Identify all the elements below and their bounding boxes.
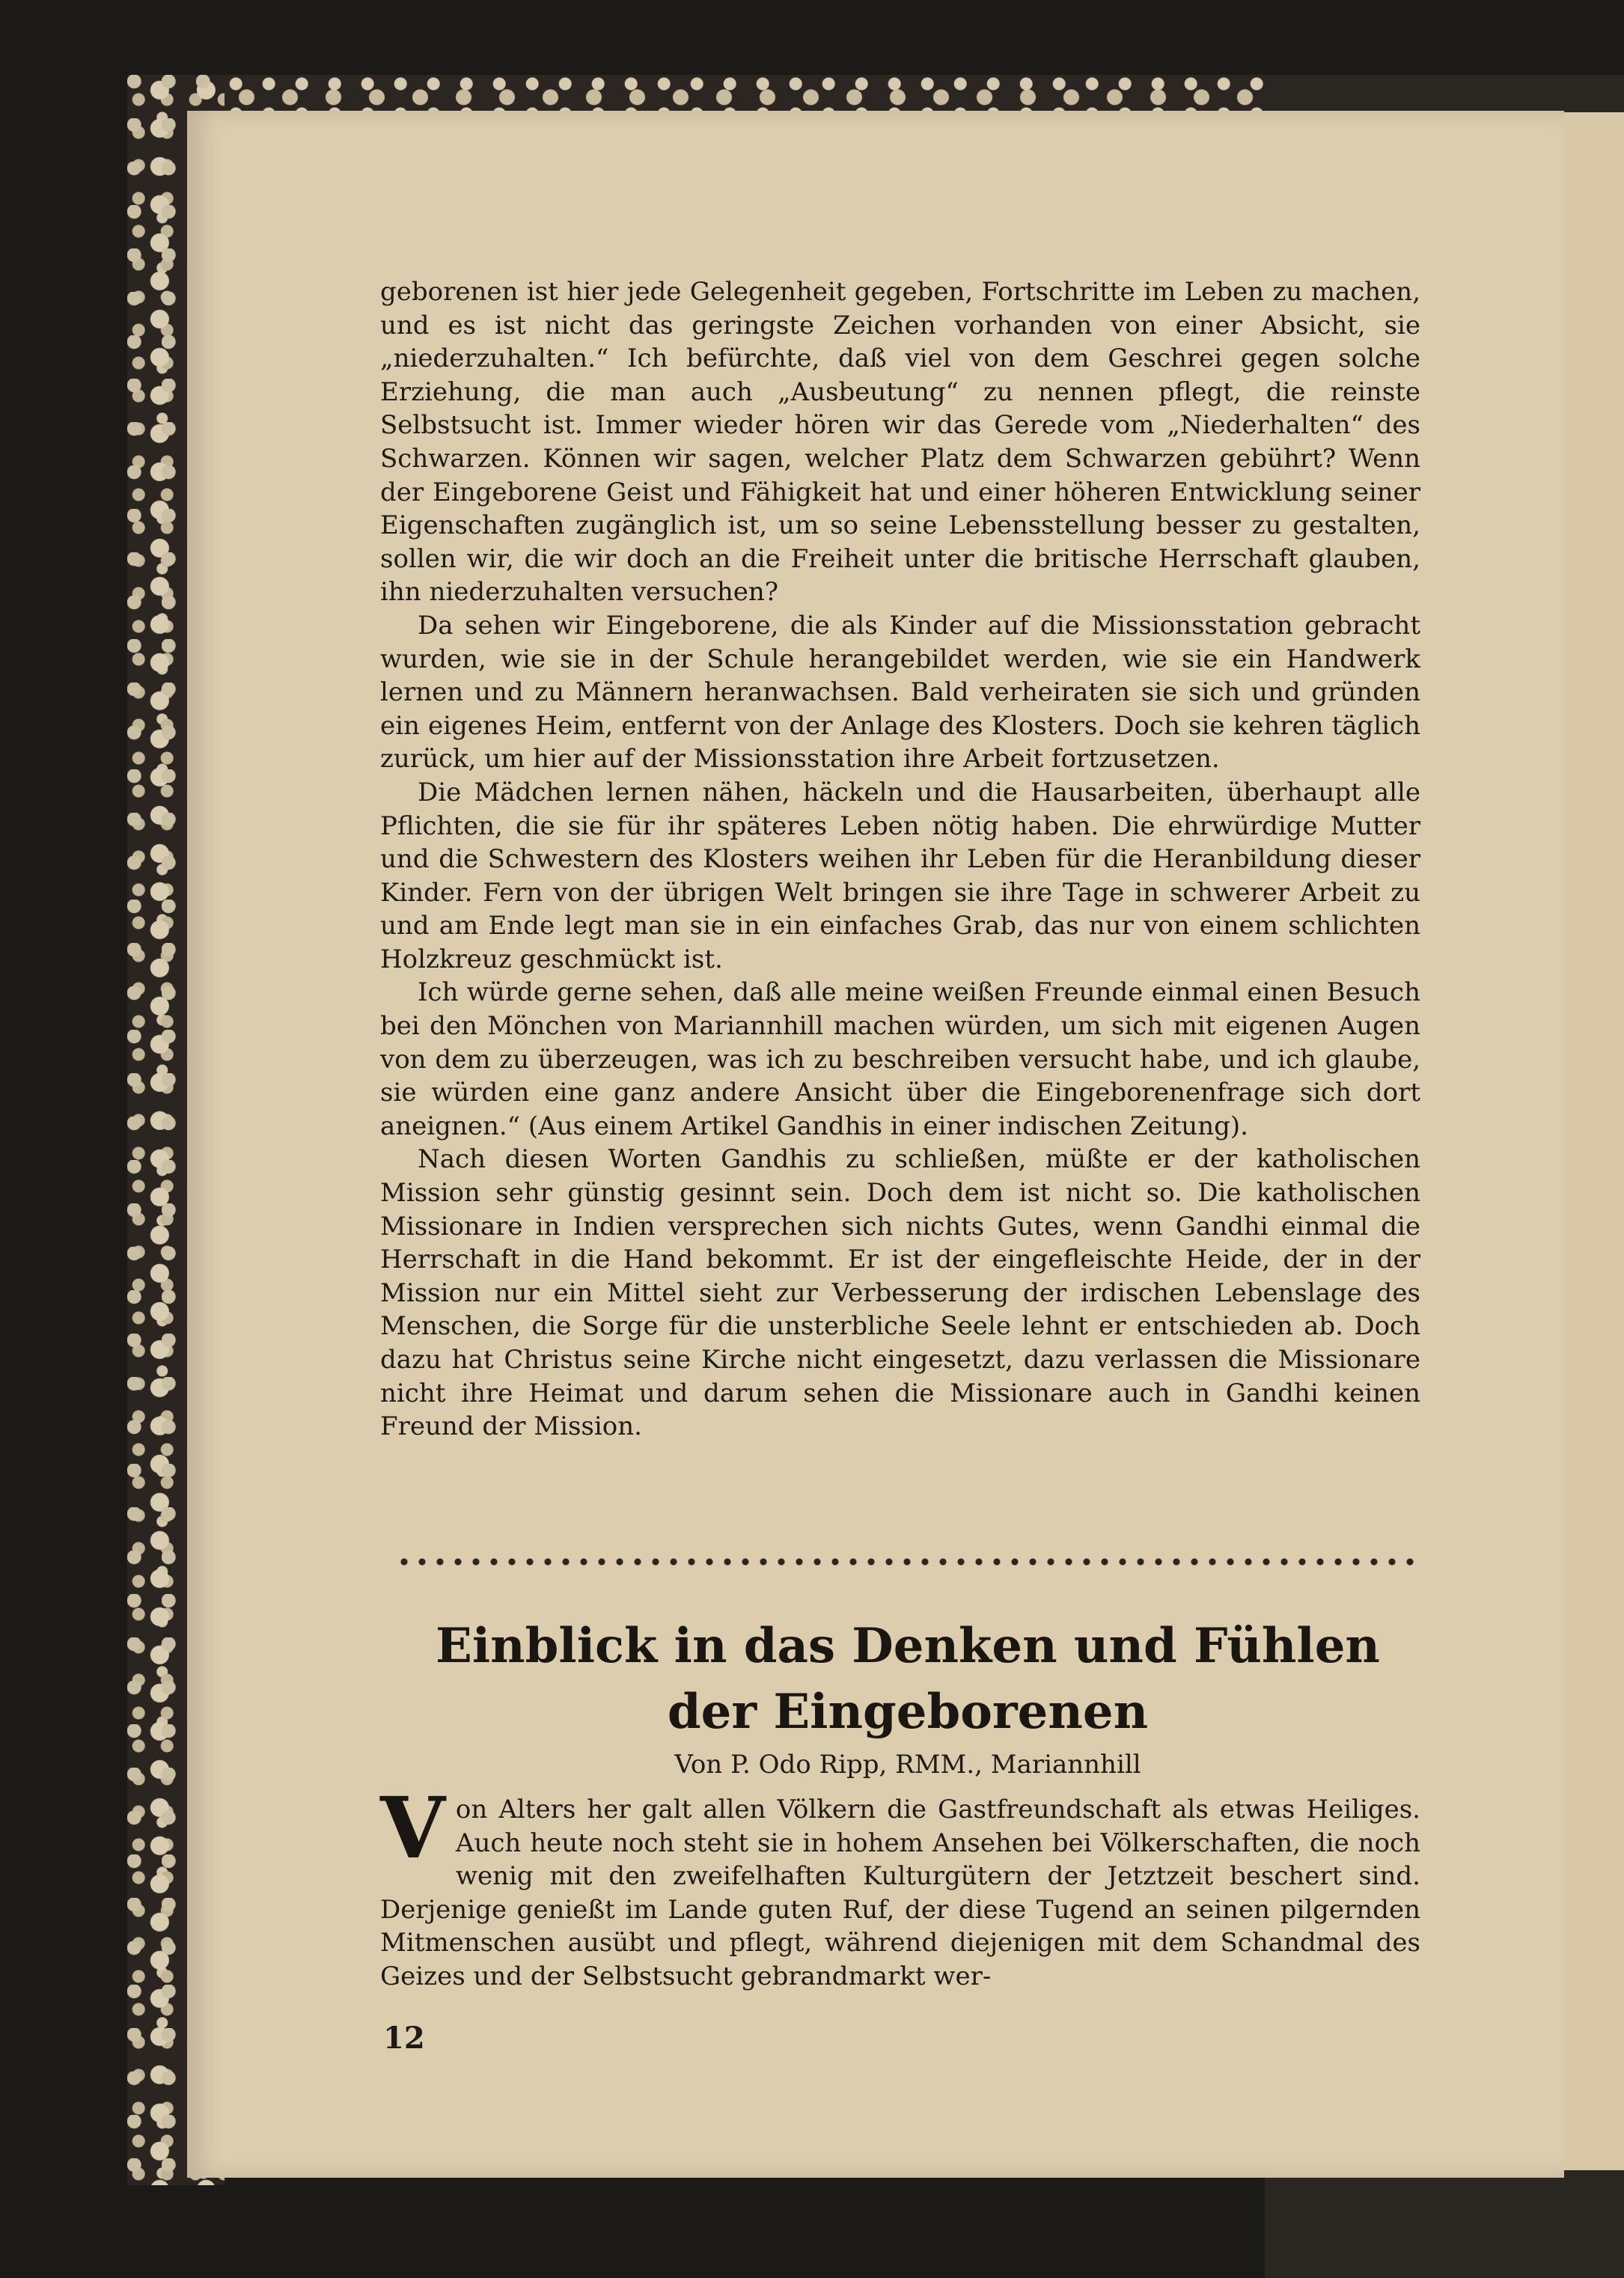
drop-cap: V (380, 1780, 445, 1878)
paragraph-5: Nach diesen Worten Gandhis zu schließen, müßte er der katholischen Mission sehr günstig gesinnt sein. Doch dem ist nicht so. Die katholischen Missionare in Indien versprechen sich nichts Gutes, wenn Gandhi einmal die Herrschaft in die Hand bekommt. Er ist der eingefleischte Heide, der in der Mission nur ein Mittel sieht zur Verbesserung der irdischen Lebenslage des Menschen, die Sorge für die unsterbliche Seele lehnt er entschieden ab. Doch dazu hat Christus seine Kirche nicht eingesetzt, dazu verlassen die Missionare nicht ihre Heimat und darum sehen die Missionare auch in Gandhi keinen Freund der Mission. (380, 1144, 1420, 1442)
paragraph-3: Die Mädchen lernen nähen, häckeln und die Hausarbeiten, überhaupt alle Pflichten, die sie für ihr späteres Leben nötig haben. Die ehrwürdige Mutter und die Schwestern des Klosters weihen ihr Leben für die Heranbildung dieser Kinder. Fern von der übrigen Welt bringen sie ihre Tage in schwerer Arbeit zu und am Ende legt man sie in ein einfaches Grab, das nur von einem schlichten Holzkreuz geschmückt ist. (380, 777, 1420, 974)
article-title-line-1: Einblick in das Denken und Fühlen (436, 1618, 1380, 1674)
paragraph-2: Da sehen wir Eingeborene, die als Kinder auf die Missionsstation gebracht wurden, wie sie in der Schule herangebildet werden, wie sie ein Handwerk lernen und zu Männern heranwachsen. Bald verheiraten sie sich und gründen ein eigenes Heim, entfernt von der Anlage des Klosters. Doch sie kehren täglich zurück, um hier auf der Missionsstation ihre Arbeit fortzusetzen. (380, 610, 1420, 775)
facing-page-edge (1564, 112, 1624, 2170)
paragraph-1: geborenen ist hier jede Gelegenheit gegeben, Fortschritte im Leben zu machen, und es ist nicht das geringste Zeichen vorhanden von einer Absicht, sie „niederzuhalten.“ Ich befürchte, daß viel von dem Geschrei gegen solche Erziehung, die man auch „Ausbeutung“ zu nennen pflegt, die reinste Selbstsucht ist. Immer wieder hören wir das Gerede vom „Niederhalten“ des Schwarzen. Können wir sagen, welcher Platz dem Schwarzen gebührt? Wenn der Eingeborene Geist und Fähigkeit hat und einer höheren Entwicklung seiner Eigenschaften zugänglich ist, um so seine Lebensstellung besser zu gestalten, sollen wir, die wir doch an die Freiheit unter die britische Herrschaft glauben, ihn niederzuhalten versuchen? (380, 277, 1420, 608)
ornamental-divider (395, 1554, 1420, 1570)
page-number: 12 (383, 2021, 425, 2056)
opening-paragraph: on Alters her galt allen Völkern die Gastfreundschaft als etwas Heiliges. Auch heute noch steht sie in hohem Ansehen bei Völkerschaften, die noch wenig mit den zweifelhaften Kulturgütern der Jetztzeit beschert sind. Derjenige genießt im Lande guten Ruf, der diese Tugend an seinen pilgernden Mitmenschen ausübt und pflegt, während diejenigen mit dem Schandmal des Geizes und der Selbstsucht gebrandmarkt wer- (380, 1795, 1420, 1991)
article-continuation (380, 275, 1420, 1444)
article-opening (380, 1780, 1420, 1994)
paragraph-4: Ich würde gerne sehen, daß alle meine weißen Freunde einmal einen Besuch bei den Mönchen von Mariannhill machen würden, um sich mit eigenen Augen von dem zu überzeugen, was ich zu beschreiben versucht habe, und ich glaube, sie würden eine ganz andere Ansicht über die Eingeborenenfrage sich dort aneignen.“ (Aus einem Artikel Gandhis in einer indischen Zeitung). (380, 977, 1420, 1141)
article-title-line-2: der Eingeborenen (667, 1684, 1149, 1740)
article-byline: Von P. Odo Ripp, RMM., Mariannhill (674, 1750, 1141, 1780)
